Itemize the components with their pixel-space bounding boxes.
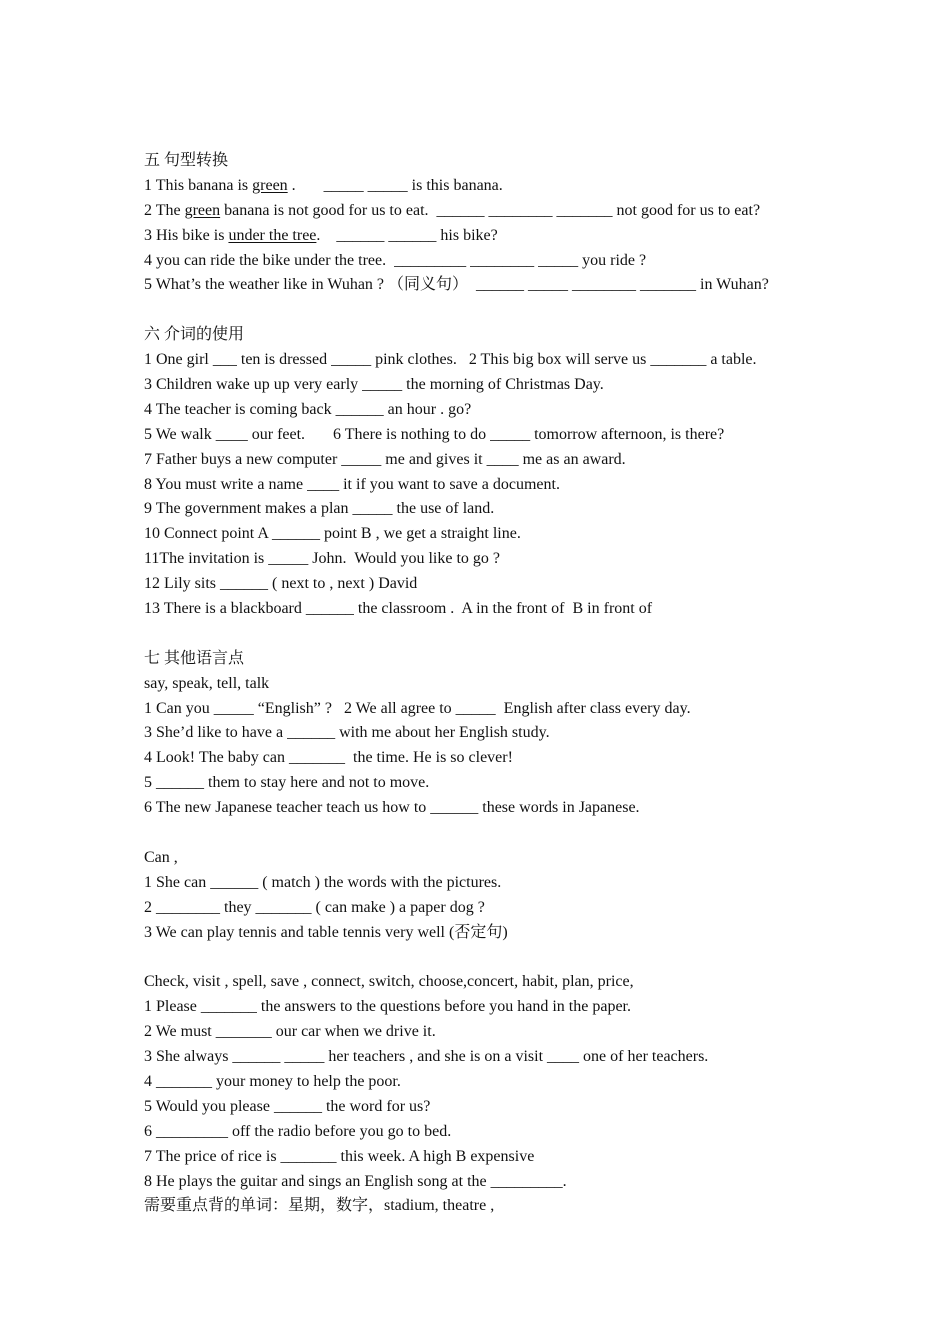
exercise-line: 1 Please _______ the answers to the questions before you hand in the paper. — [144, 998, 631, 1016]
exercise-line: 1 This banana is green . _____ _____ is this banana. — [144, 176, 503, 194]
word-list: say, speak, tell, talk — [144, 674, 270, 692]
exercise-line: 7 The price of rice is _______ this week. A high B expensive — [144, 1147, 535, 1165]
exercise-line: 4 The teacher is coming back ______ an hour . go? — [144, 400, 472, 418]
exercise-line: 13 There is a blackboard ______ the classroom . A in the front of B in front of — [144, 600, 653, 618]
exercise-line: 2 We must _______ our car when we drive it. — [144, 1023, 436, 1041]
exercise-line: 3 His bike is under the tree. ______ ______ his bike? — [144, 226, 498, 244]
exercise-line: 4 Look! The baby can _______ the time. He is so clever! — [144, 749, 513, 767]
exercise-line: 1 She can ______ ( match ) the words with the pictures. — [144, 873, 502, 891]
exercise-line: 3 She’d like to have a ______ with me about her English study. — [144, 724, 550, 742]
exercise-line: 4 _______ your money to help the poor. — [144, 1072, 401, 1090]
subsection-title-can: Can , — [144, 848, 178, 866]
exercise-line: 5 We walk ____ our feet. 6 There is nothing to do _____ tomorrow afternoon, is there? — [144, 425, 725, 443]
worksheet-page — [144, 149, 924, 1219]
exercise-line: 3 Children wake up up very early _____ the morning of Christmas Day. — [144, 376, 604, 394]
exercise-line: 5 What’s the weather like in Wuhan ? （同义句） ______ _____ ________ _______ in Wuhan? — [144, 276, 769, 294]
exercise-line: 2 ________ they _______ ( can make ) a paper dog ? — [144, 898, 485, 916]
exercise-line: 8 You must write a name ____ it if you want to save a document. — [144, 475, 560, 493]
exercise-line: 9 The government makes a plan _____ the use of land. — [144, 500, 495, 518]
memorize-note: 需要重点背的单词：星期，数字，stadium, theatre , — [144, 1197, 495, 1215]
exercise-line: 5 Would you please ______ the word for us? — [144, 1097, 431, 1115]
underlined-word: green — [184, 201, 221, 219]
section-title-sentence-transformation: 五 句型转换 — [144, 152, 229, 169]
underlined-phrase: under the tree — [228, 226, 317, 244]
exercise-line: 6 The new Japanese teacher teach us how to ______ these words in Japanese. — [144, 799, 640, 817]
underlined-word: green — [252, 176, 288, 194]
exercise-line: 3 She always ______ _____ her teachers , and she is on a visit ____ one of her teachers. — [144, 1048, 709, 1066]
exercise-line: 5 ______ them to stay here and not to move. — [144, 774, 430, 792]
exercise-line: 11The invitation is _____ John. Would you like to go ? — [144, 550, 501, 568]
exercise-line: 7 Father buys a new computer _____ me and gives it ____ me as an award. — [144, 450, 626, 468]
word-list: Check, visit , spell, save , connect, switch, choose,concert, habit, plan, price, — [144, 973, 634, 991]
exercise-line: 1 Can you _____ “English” ? 2 We all agree to _____ English after class every day. — [144, 699, 691, 717]
exercise-line: 1 One girl ___ ten is dressed _____ pink clothes. 2 This big box will serve us _______ a table. — [144, 351, 757, 369]
exercise-line: 10 Connect point A ______ point B , we get a straight line. — [144, 525, 521, 543]
exercise-line: 4 you can ride the bike under the tree. _________ ________ _____ you ride ? — [144, 251, 647, 269]
exercise-line: 12 Lily sits ______ ( next to , next ) David — [144, 575, 418, 593]
exercise-line: 6 _________ off the radio before you go to bed. — [144, 1122, 452, 1140]
exercise-line: 2 The green banana is not good for us to eat. ______ ________ _______ not good for us to eat? — [144, 201, 761, 219]
section-title-prepositions: 六 介词的使用 — [144, 326, 245, 344]
exercise-line: 3 We can play tennis and table tennis very well (否定句) — [144, 923, 508, 941]
section-title-other-language-points: 七 其他语言点 — [144, 649, 245, 667]
exercise-line: 8 He plays the guitar and sings an English song at the _________. — [144, 1172, 567, 1190]
